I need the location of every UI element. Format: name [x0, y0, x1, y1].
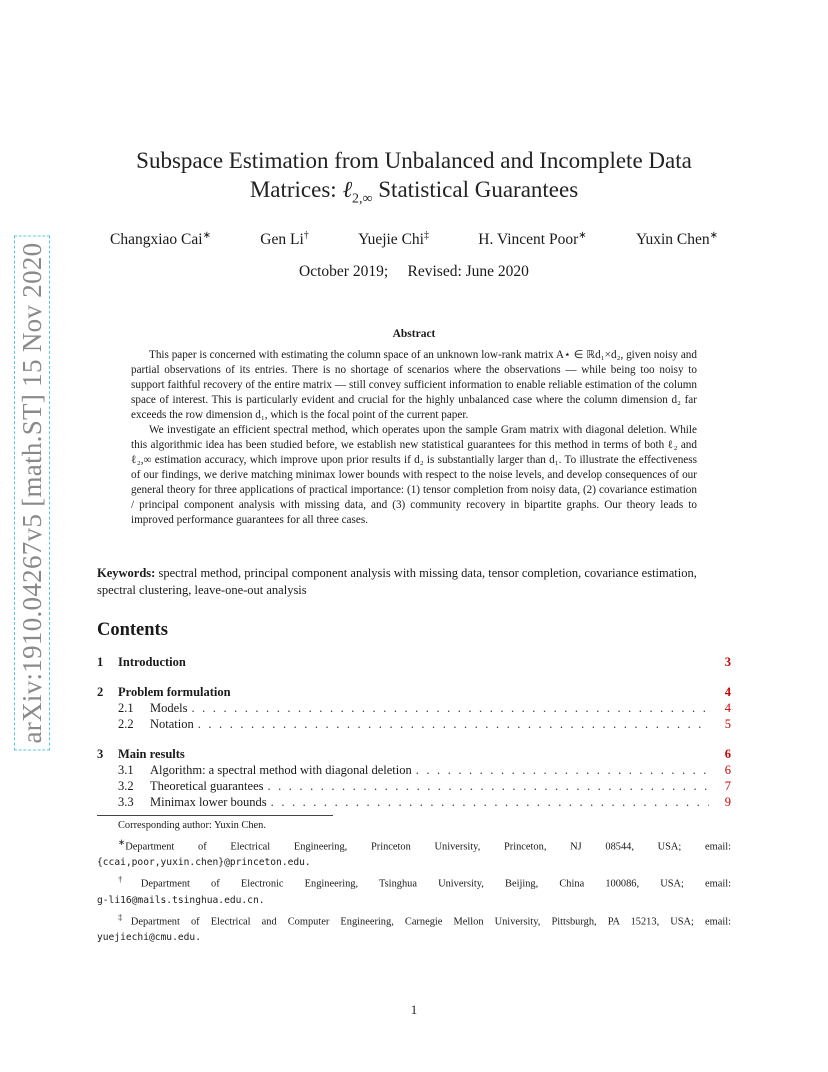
footnote-2-email[interactable]: g-li16@mails.tsinghua.edu.cn. [97, 894, 265, 906]
abstract-body [131, 348, 697, 528]
toc-page-link[interactable]: 4 [724, 701, 731, 715]
toc-page-link[interactable]: 3 [724, 655, 731, 669]
toc-page-link[interactable]: 4 [724, 685, 731, 699]
author: Gen Li† [260, 230, 309, 249]
toc-page-link[interactable]: 6 [724, 763, 731, 777]
footnote-3-email[interactable]: yuejiechi@cmu.edu. [97, 932, 201, 944]
keywords [97, 565, 731, 599]
abstract-paragraph-2: We investigate an efficient spectral method, which operates upon the sample Gram matrix with diagonal deletion. While this algorithmic idea has been studied before, we establish new statistical guarantees for this method in terms of both ℓ₂ and ℓ₂,∞ estimation accuracy, which improve upon prior results if d₂ is substantially larger than d₁. To illustrate the effectiveness of our findings, we derive matching minimax lower bounds with respect to the noise levels, and develop consequences of our general theory for three applications of practical importance: (1) tensor completion from noisy data, (2) covariance estimation / principal component analysis with missing data, and (3) community recovery in bipartite graphs. Our theory leads to improved performance guarantees for all three cases. [131, 424, 697, 526]
footnote-3: ‡Department of Electrical and Computer Engineering, Carnegie Mellon University, Pittsburgh, PA 15213, USA; email: [118, 911, 732, 928]
title-line-1: Subspace Estimation from Unbalanced and Incomplete Data [136, 148, 692, 173]
author: H. Vincent Poor∗ [478, 230, 587, 249]
abstract-paragraph-1: This paper is concerned with estimating the column space of an unknown low-rank matrix A⋆ ∈ ℝd₁×d₂, given noisy and partial observations of its entries. There is no shortage of scenarios where the observations — while being too noisy to support faithful recovery of the entire matrix — still convey sufficient information to enable reliable estimation of the column space of interest. This is particularly evident and crucial for the highly unbalanced case where the column dimension d₂ far exceeds the row dimension d₁, which is the focal point of the current paper. [131, 349, 697, 421]
arxiv-identifier[interactable]: arXiv:1910.04267v5 [math.ST] 15 Nov 2020 [14, 236, 50, 751]
arxiv-sidebar [12, 236, 52, 750]
toc-page-link[interactable]: 6 [724, 747, 731, 761]
footnotes [97, 818, 731, 946]
toc-entry[interactable]: 3.3 Minimax lower bounds . . . 9 [97, 795, 731, 811]
author: Yuejie Chi‡ [358, 230, 429, 249]
toc-entry[interactable]: 2 Problem formulation 4 [97, 685, 731, 699]
page-number: 1 [410, 1003, 418, 1017]
toc-page-link[interactable]: 7 [724, 779, 731, 793]
toc-entry[interactable]: 2.1 Models . . . 4 [97, 701, 731, 717]
toc-entry[interactable]: 3.2 Theoretical guarantees . . . 7 [97, 779, 731, 795]
abstract-heading: Abstract [392, 328, 436, 340]
footnote-rule [97, 815, 333, 816]
footnote-2: †Department of Electronic Engineering, Tsinghua University, Beijing, China 100086, USA; email: [118, 874, 732, 890]
toc-entry[interactable]: 3 Main results 6 [97, 747, 731, 761]
paper-title [100, 146, 728, 214]
footnote-1: ∗Department of Electrical Engineering, Princeton University, Princeton, NJ 08544, USA; email: [118, 837, 731, 853]
author: Yuxin Chen∗ [635, 230, 718, 249]
toc-page-link[interactable]: 9 [724, 795, 731, 809]
author-list [110, 230, 718, 249]
contents-heading: Contents [97, 620, 168, 640]
keywords-label: Keywords: [97, 566, 156, 580]
toc-entry[interactable]: 1 Introduction 3 [97, 655, 731, 669]
paper-dates: October 2019; Revised: June 2020 [299, 263, 529, 280]
keywords-text: spectral method, principal component analysis with missing data, tensor completion, covariance estimation, spectral clustering, leave-one-out analysis [97, 566, 697, 597]
toc-page-link[interactable]: 5 [724, 717, 731, 731]
footnote-1-email[interactable]: {ccai,poor,yuxin.chen}@princeton.edu. [97, 857, 311, 869]
title-line-2: Matrices: ℓ$_{2,\infty}$ Statistical Guarantees [249, 177, 579, 207]
toc-entry[interactable]: 3.1 Algorithm: a spectral method with diagonal deletion . . . 6 [97, 763, 731, 779]
toc-entry[interactable]: 2.2 Notation . . . 5 [97, 717, 731, 733]
footnote-corresponding: Corresponding author: Yuxin Chen. [118, 820, 266, 831]
author: Changxiao Cai∗ [110, 230, 211, 249]
